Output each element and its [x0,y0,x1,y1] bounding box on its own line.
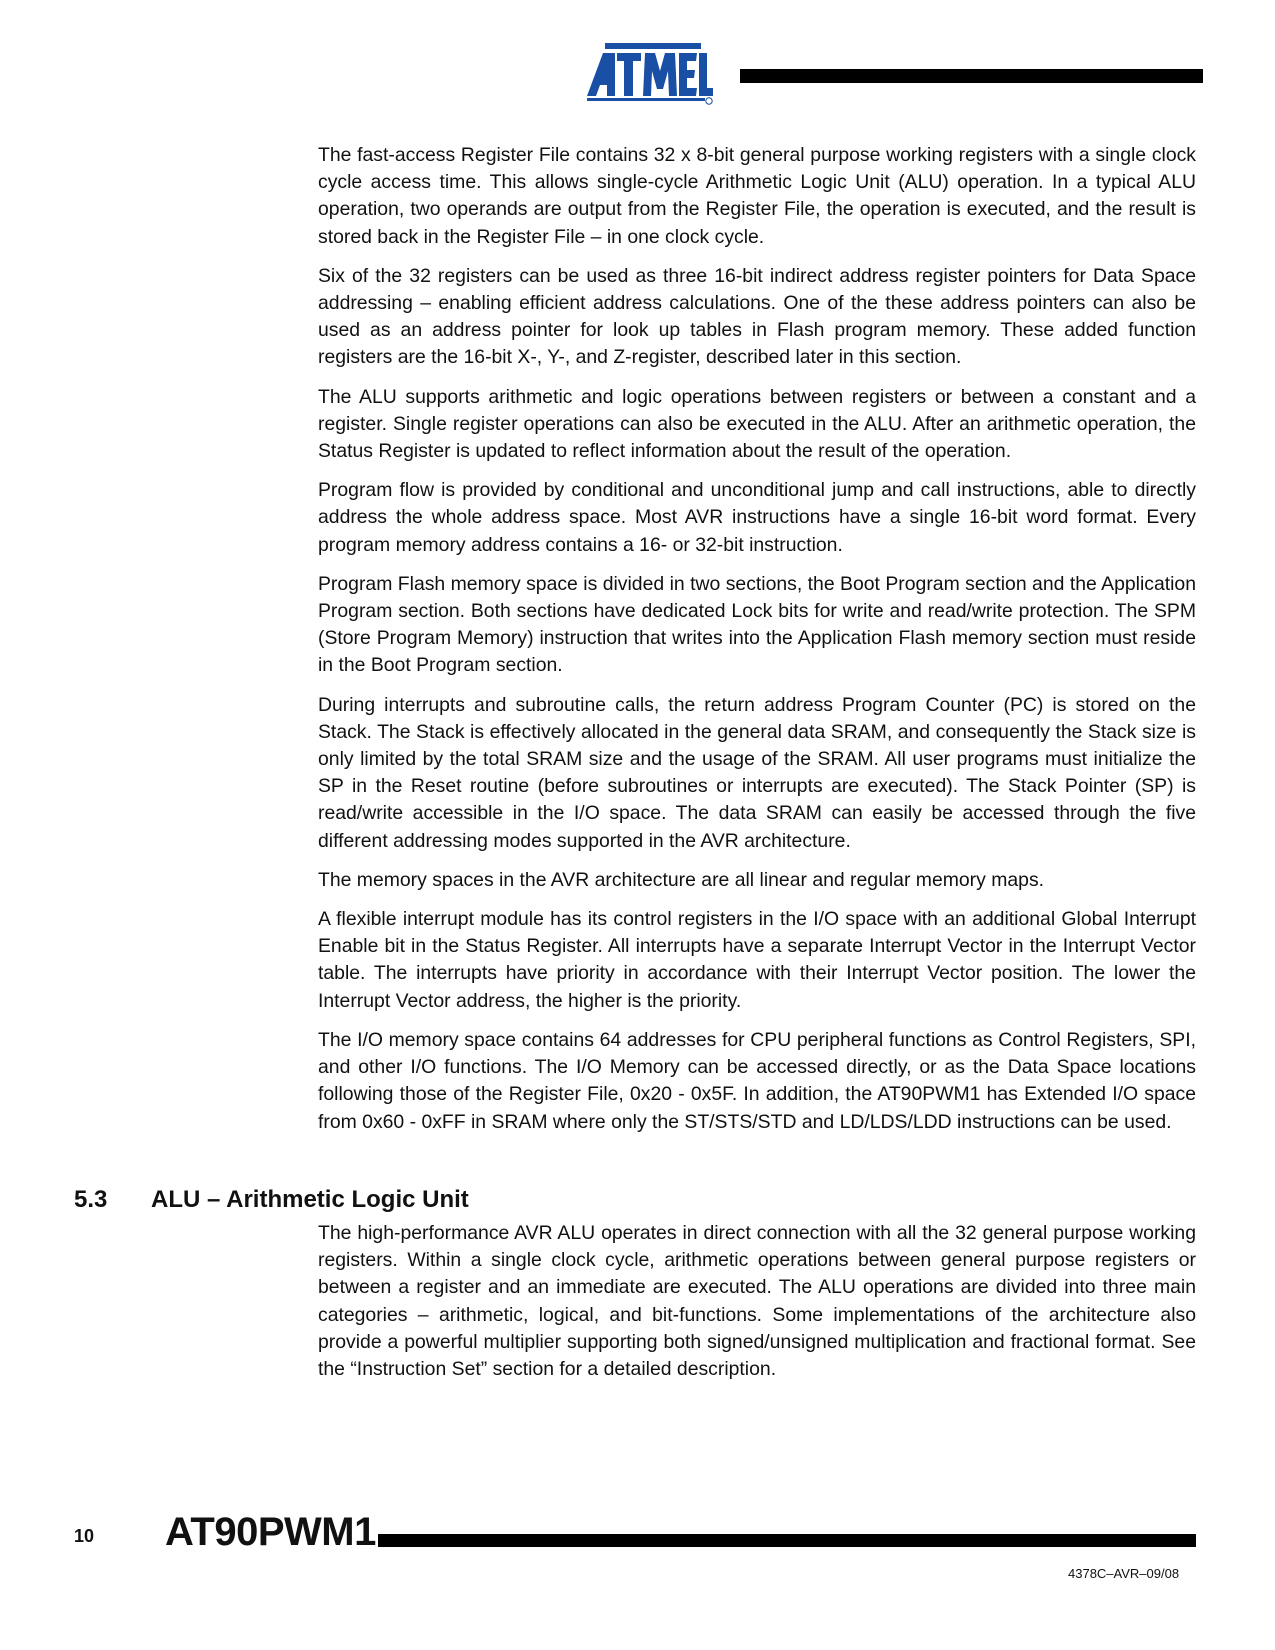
paragraph: A flexible interrupt module has its control registers in the I/O space with an additional Global Interrupt Enable bit in the Status Register. All interrupts have a separate Interrupt Vector in the Interrupt Vector table. The interrupts have priority in accordance with their Interrupt Vector position. The lower the Interrupt Vector address, the higher is the priority. [318,908,1196,1012]
body-text [318,142,1196,1148]
paragraph: The memory spaces in the AVR architecture are all linear and regular memory maps. [318,868,1045,891]
footer-rule [378,1534,1196,1547]
page-number: 10 [74,1526,95,1546]
paragraph: Six of the 32 registers can be used as three 16-bit indirect address register pointers for Data Space addressing – enabling efficient address calculations. One of the these address pointers can also be used as an address pointer for look up tables in Flash program memory. These added function registers are the 16-bit X-, Y-, and Z-register, described later in this section. [318,264,1196,369]
paragraph: The I/O memory space contains 64 addresses for CPU peripheral functions as Control Registers, SPI, and other I/O functions. The I/O Memory can be accessed directly, or as the Data Space locations following those of the Register File, 0x20 - 0x5F. In addition, the AT90PWM1 has Extended I/O space from 0x60 - 0xFF in SRAM where only the ST/STS/STD and LD/LDS/LDD instructions can be used. [318,1028,1196,1133]
section-body [318,1220,1196,1383]
section-heading [74,1185,974,1215]
paragraph: The high-performance AVR ALU operates in direct connection with all the 32 general purpose working registers. Within a single clock cycle, arithmetic operations between general purpose registers or between a register and an immediate are executed. The ALU operations are divided into three main categories – arithmetic, logical, and bit-functions. Some implementations of the architecture also provide a powerful multiplier supporting both signed/unsigned multiplication and fractional format. See the “Instruction Set” section for a detailed description. [318,1222,1196,1381]
atmel-logo [585,41,715,105]
paragraph: During interrupts and subroutine calls, the return address Program Counter (PC) is stored on the Stack. The Stack is effectively allocated in the general data SRAM, and consequently the Stack size is only limited by the total SRAM size and the usage of the SRAM. All user programs must initialize the SP in the Reset routine (before subroutines or interrupts are executed). The Stack Pointer (SP) is read/write accessible in the I/O space. The data SRAM can easily be accessed through the five different addressing modes supported in the AVR architecture. [318,693,1196,852]
paragraph: The ALU supports arithmetic and logic operations between registers or between a constant and a register. Single register operations can also be executed in the ALU. After an arithmetic operation, the Status Register is updated to reflect information about the result of the operation. [318,385,1196,463]
document-code: 4378C–AVR–09/08 [1068,1566,1180,1581]
paragraph: Program Flash memory space is divided in two sections, the Boot Program section and the Application Program section. Both sections have dedicated Lock bits for write and read/write protection. The SPM (Store Program Memory) instruction that writes into the Application Flash memory section must reside in the Boot Program section. [318,572,1196,677]
paragraph: The fast-access Register File contains 32 x 8-bit general purpose working registers with a single clock cycle access time. This allows single-cycle Arithmetic Logic Unit (ALU) operation. In a typical ALU operation, two operands are output from the Register File, the operation is executed, and the result is stored back in the Register File – in one clock cycle. [318,144,1196,248]
paragraph: Program flow is provided by conditional and unconditional jump and call instructions, able to directly address the whole address space. Most AVR instructions have a single 16-bit word format. Every program memory address contains a 16- or 32-bit instruction. [318,479,1196,556]
section-number: 5.3 [74,1186,108,1213]
product-name: AT90PWM1 [165,1510,376,1554]
header-rule [740,69,1203,83]
section-title: ALU – Arithmetic Logic Unit [151,1186,469,1213]
